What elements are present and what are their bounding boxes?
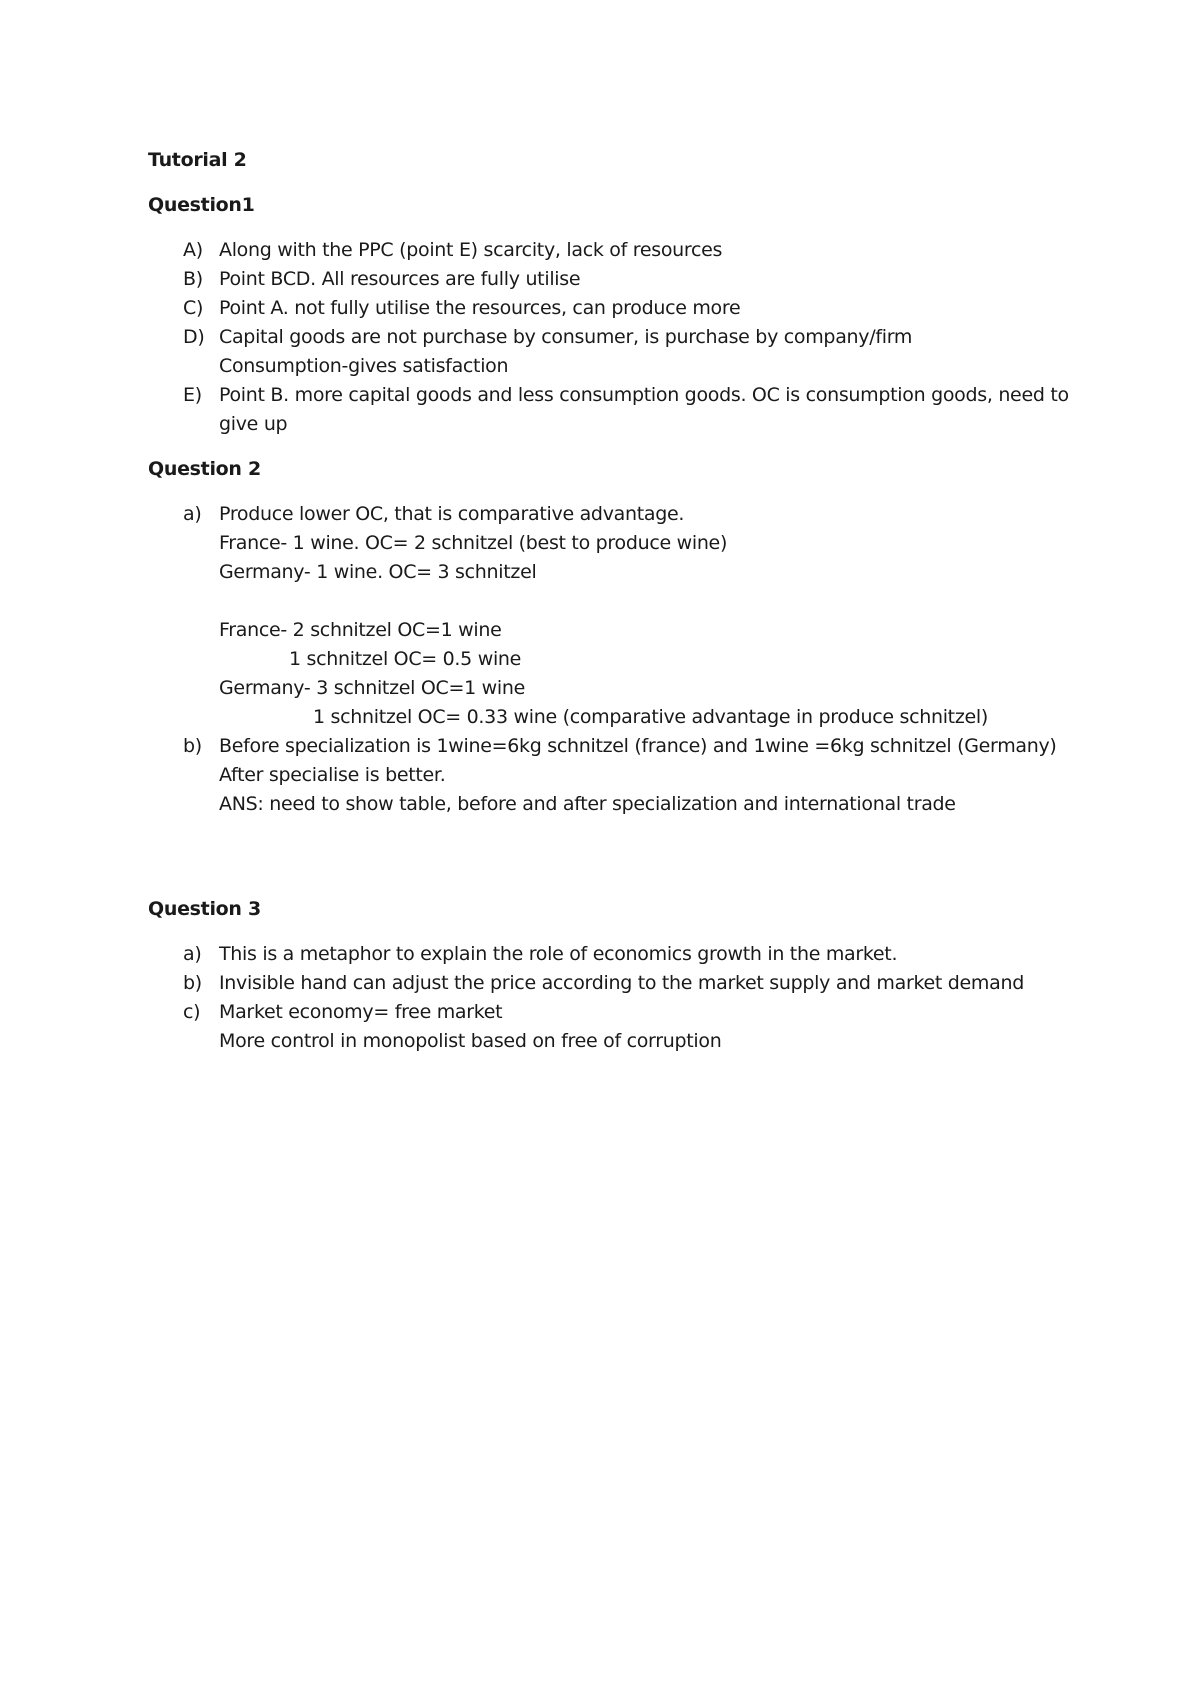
answer-text: France- 2 schnitzel OC=1 wine: [219, 619, 502, 641]
question-3-heading: Question 3: [148, 898, 261, 920]
answer-text: This is a metaphor to explain the role of economics growth in the market.: [219, 943, 898, 965]
answer-text: Market economy= free market: [219, 1001, 503, 1023]
answer-text: Consumption-gives satisfaction: [219, 355, 509, 377]
question-1-section: [148, 191, 1108, 439]
list-marker: D): [183, 326, 205, 348]
q2-item-b: [148, 732, 1108, 819]
answer-text: More control in monopolist based on free of corruption: [219, 1030, 722, 1052]
answer-text: Point BCD. All resources are fully utilise: [219, 268, 581, 290]
spacer: [148, 835, 1108, 895]
document-body: [148, 146, 1108, 1072]
list-marker: c): [183, 1001, 201, 1023]
answer-text: 1 schnitzel OC= 0.33 wine (comparative advantage in produce schnitzel): [313, 706, 988, 728]
q3-item-c: [148, 998, 1108, 1056]
list-marker: C): [183, 297, 204, 319]
question-2-section: [148, 455, 1108, 819]
list-marker: b): [183, 972, 202, 994]
answer-text: Capital goods are not purchase by consumer, is purchase by company/firm: [219, 326, 913, 348]
answer-text: Along with the PPC (point E) scarcity, lack of resources: [219, 239, 723, 261]
answer-text: Produce lower OC, that is comparative advantage.: [219, 503, 685, 525]
q2-item-a: [148, 500, 1108, 732]
q1-item-e: [148, 381, 1108, 439]
answer-text: Before specialization is 1wine=6kg schnitzel (france) and 1wine =6kg schnitzel (Germany): [219, 735, 1057, 757]
q1-item-d: [148, 323, 1108, 381]
answer-text: Germany- 1 wine. OC= 3 schnitzel: [219, 561, 537, 583]
list-marker: A): [183, 239, 203, 261]
question-1-heading: Question1: [148, 194, 255, 216]
list-marker: E): [183, 384, 202, 406]
answer-text: Point B. more capital goods and less consumption goods. OC is consumption goods, need to: [219, 384, 1069, 406]
answer-text: Point A. not fully utilise the resources, can produce more: [219, 297, 741, 319]
q1-item-a: [148, 236, 1108, 265]
question-2-heading: Question 2: [148, 458, 261, 480]
answer-text: give up: [219, 413, 288, 435]
blank-line: [219, 587, 1108, 616]
list-marker: a): [183, 943, 202, 965]
list-marker: B): [183, 268, 203, 290]
answer-text: Germany- 3 schnitzel OC=1 wine: [219, 677, 525, 699]
answer-text: France- 1 wine. OC= 2 schnitzel (best to produce wine): [219, 532, 728, 554]
list-marker: b): [183, 735, 202, 757]
document-title: Tutorial 2: [148, 149, 247, 171]
q3-item-a: [148, 940, 1108, 969]
answer-text: Invisible hand can adjust the price according to the market supply and market demand: [219, 972, 1024, 994]
q1-item-c: [148, 294, 1108, 323]
answer-text: 1 schnitzel OC= 0.5 wine: [289, 648, 522, 670]
answer-text: ANS: need to show table, before and after specialization and international trade: [219, 793, 956, 815]
answer-text: After specialise is better.: [219, 764, 446, 786]
q3-item-b: [148, 969, 1108, 998]
q1-item-b: [148, 265, 1108, 294]
question-3-section: [148, 895, 1108, 1056]
list-marker: a): [183, 503, 202, 525]
